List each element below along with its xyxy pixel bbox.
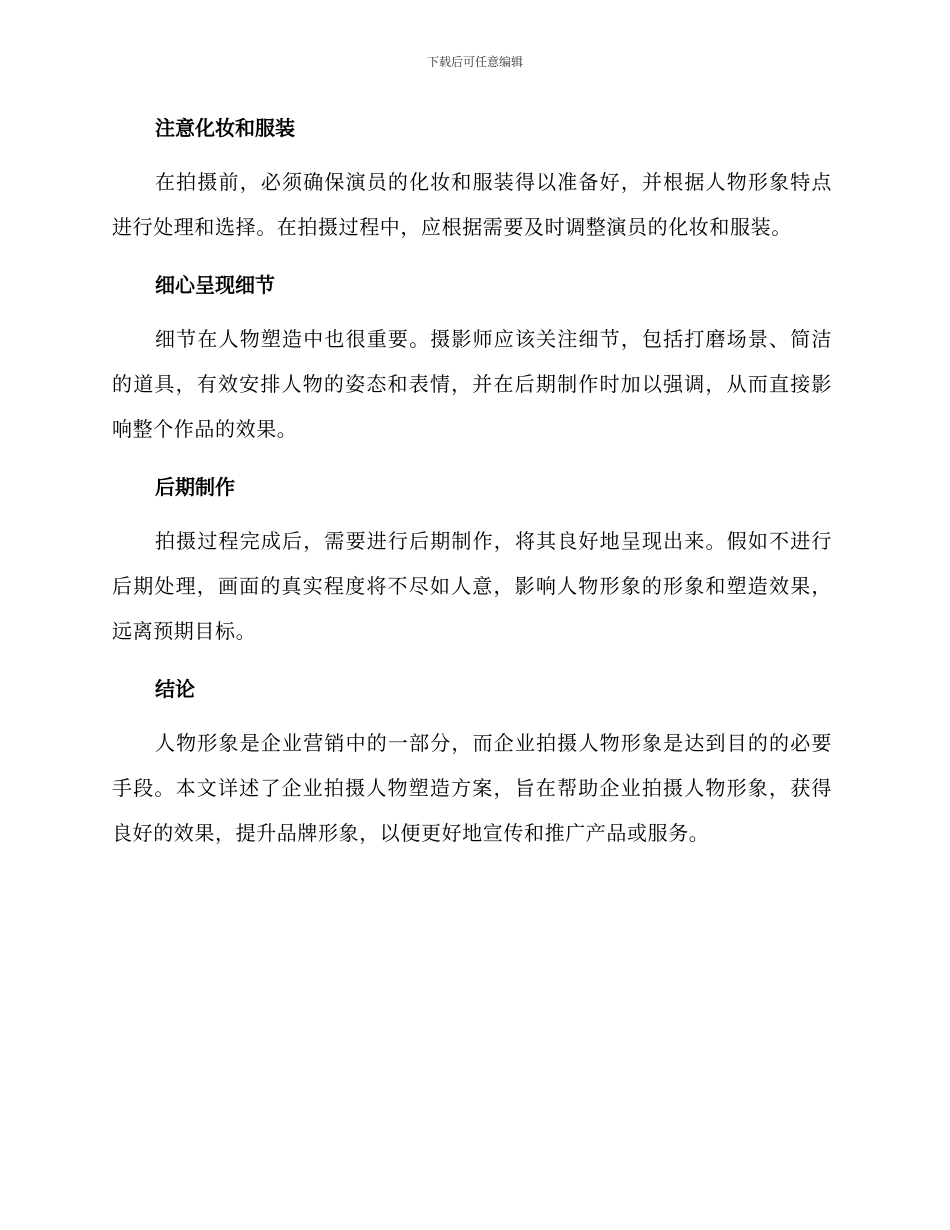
section-paragraph: 细节在人物塑造中也很重要。摄影师应该关注细节，包括打磨场景、简洁的道具，有效安排人物的姿态和表情，并在后期制作时加以强调，从而直接影响整个作品的效果。	[112, 327, 832, 441]
section-post-production	[112, 467, 832, 654]
section-paragraph: 在拍摄前，必须确保演员的化妆和服装得以准备好，并根据人物形象特点进行处理和选择。在拍摄过程中，应根据需要及时调整演员的化妆和服装。	[112, 170, 832, 239]
section-details	[112, 265, 832, 452]
section-heading: 后期制作	[155, 475, 235, 499]
section-paragraph: 拍摄过程完成后，需要进行后期制作，将其良好地呈现出来。假如不进行后期处理，画面的真实程度将不尽如人意，影响人物形象的形象和塑造效果，远离预期目标。	[112, 529, 832, 643]
section-paragraph: 人物形象是企业营销中的一部分，而企业拍摄人物形象是达到目的的必要手段。本文详述了企业拍摄人物塑造方案，旨在帮助企业拍摄人物形象，获得良好的效果，提升品牌形象，以便更好地宣传和推广产品或服务。	[112, 731, 832, 845]
section-makeup-costume	[112, 108, 832, 250]
page-header: 下载后可任意编辑	[426, 55, 523, 69]
section-heading: 细心呈现细节	[155, 273, 275, 297]
document-body	[112, 108, 832, 871]
section-conclusion	[112, 669, 832, 856]
section-heading: 结论	[155, 677, 195, 701]
section-heading: 注意化妆和服装	[155, 116, 295, 140]
